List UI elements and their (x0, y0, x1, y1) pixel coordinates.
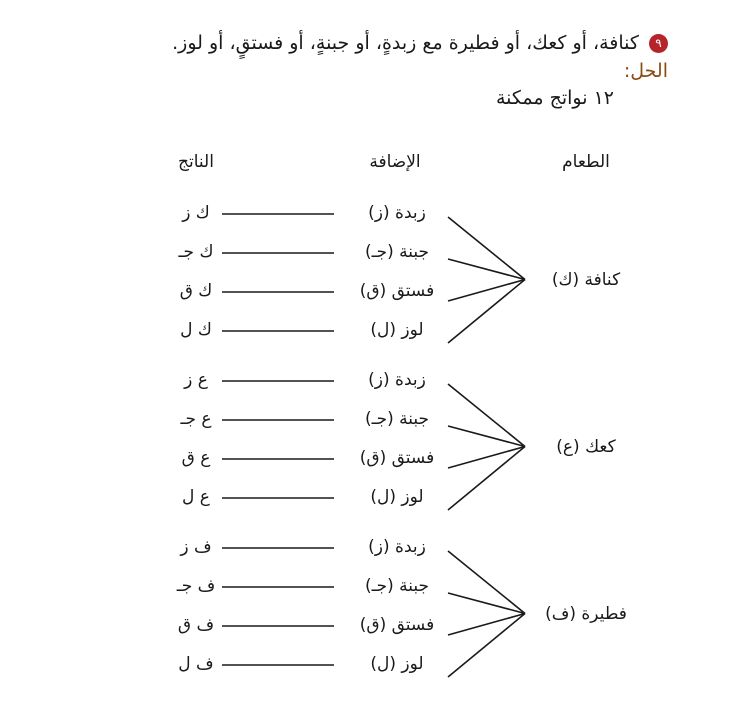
branch-line (448, 280, 525, 344)
branch-line (448, 447, 525, 511)
topping-label: جبنة (جـ) (364, 576, 430, 596)
outcome-label: ف ل (178, 654, 214, 674)
food-label: كعك (ع) (556, 436, 616, 457)
food-label: كنافة (ك) (551, 269, 621, 290)
outcome-label: ك ز (182, 203, 210, 223)
topping-label: زبدة (ز) (368, 370, 426, 390)
topping-label: زبدة (ز) (368, 537, 426, 557)
branch-line (448, 217, 525, 280)
header-topping: الإضافة (369, 152, 421, 172)
topping-label: فستق (ق) (359, 448, 435, 468)
result-text: ١٢ نواتج ممكنة (495, 87, 614, 109)
topping-label: زبدة (ز) (368, 203, 426, 223)
problem-text: كنافة، أو كعك، أو فطيرة مع زبدةٍ، أو جبنةٍ، أو فستقٍ، أو لوز. (172, 32, 639, 54)
outcome-label: ك ل (180, 320, 212, 340)
outcome-label: ك جـ (178, 242, 214, 262)
outcome-label: ف ق (177, 615, 215, 635)
topping-label: لوز (ل) (370, 654, 424, 674)
outcome-label: ك ق (179, 281, 213, 301)
solution-label: الحل: (623, 60, 668, 82)
topping-label: فستق (ق) (359, 615, 435, 635)
branch-line (448, 551, 525, 614)
outcome-label: ف جـ (176, 576, 216, 596)
branch-line (448, 614, 525, 678)
header-food: الطعام (562, 152, 610, 172)
outcome-label: ف ز (180, 537, 212, 557)
topping-label: لوز (ل) (370, 320, 424, 340)
branch-line (448, 447, 525, 469)
outcome-label: ع ز (184, 370, 208, 390)
food-label: فطيرة (ف) (545, 603, 627, 624)
header-outcome: الناتج (178, 152, 214, 172)
topping-label: فستق (ق) (359, 281, 435, 301)
outcome-label: ع ل (182, 487, 210, 507)
branch-line (448, 280, 525, 302)
topping-label: جبنة (جـ) (364, 409, 430, 429)
problem-number-badge: ٩ (649, 34, 668, 53)
branch-line (448, 614, 525, 636)
topping-label: لوز (ل) (370, 487, 424, 507)
outcome-label: ع ق (181, 448, 211, 468)
topping-label: جبنة (جـ) (364, 242, 430, 262)
branch-line (448, 384, 525, 447)
outcome-label: ع جـ (180, 409, 212, 429)
